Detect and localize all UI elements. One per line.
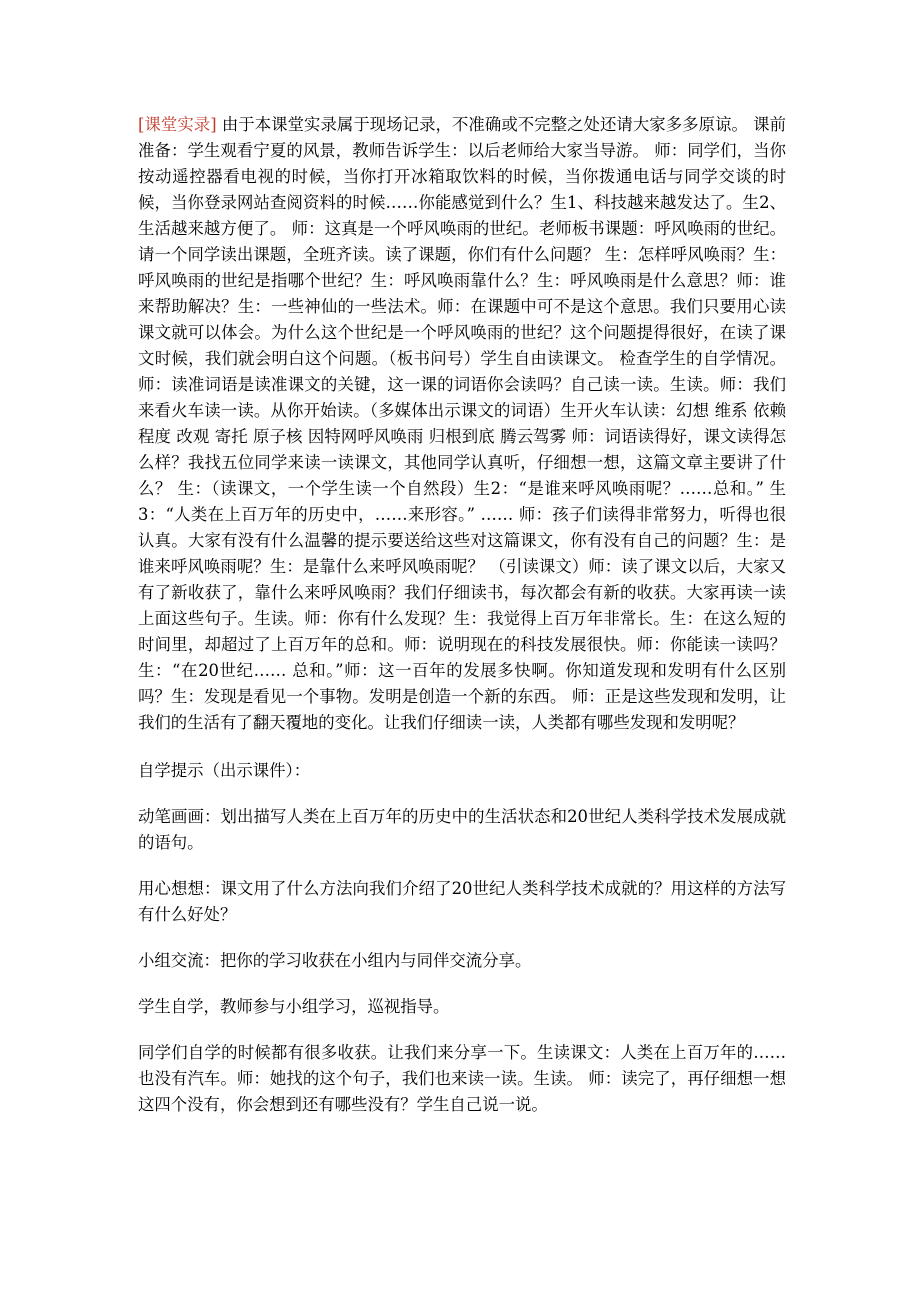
document-body: [138, 112, 786, 1138]
paragraph-share: 同学们自学的时候都有很多收获。让我们来分享一下。生读课文：人类在上百万年的…… 也没有汽车。师：她找的这个句子，我们也来读一读。生读。 师：读完了，再仔细想一想这四个没有，你会想到还有哪些没有？学生自己说一说。: [138, 1043, 786, 1114]
paragraph-think: 用心想想：课文用了什么方法向我们介绍了20世纪人类科学技术成就的？用这样的方法写有什么好处？: [138, 879, 786, 924]
paragraph-text: 由于本课堂实录属于现场记录，不准确或不完整之处还请大家多多原谅。 课前准备：学生观看宁夏的风景，教师告诉学生：以后老师给大家当导游。 师：同学们，当你按动遥控器看电视的时候，当你打开冰箱取饮料的时候，当你拨通电话与同学交谈的时候，当你登录网站查阅资料的时候……你能感觉到什么？生1、科技越来越发达了。生2、生活越来越方便了。 师：这真是一个呼风唤雨的世纪。老师板书课题：呼风唤雨的世纪。请一个同学读出课题，全班齐读。读了课题，你们有什么问题？ 生：怎样呼风唤雨？生：呼风唤雨的世纪是指哪个世纪？生：呼风唤雨靠什么？生：呼风唤雨是什么意思？师：谁来帮助解决？生：一些神仙的一些法术。师：在课题中可不是这个意思。我们只要用心读课文就可以体会。为什么这个世纪是一个呼风唤雨的世纪？这个问题提得很好，在读了课文时候，我们就会明白这个问题。（板书问号）学生自由读课文。 检查学生的自学情况。师：读准词语是读准课文的关键，这一课的词语你会读吗？自己读一读。生读。师：我们来看火车读一读。从你开始读。（多媒体出示课文的词语）生开火车认读：幻想 维系 依赖 程度 改观 寄托 原子核 因特网呼风唤雨 归根到底 腾云驾雾 师：词语读得好，课文读得怎么样？我找五位同学来读一读课文，其他同学认真听，仔细想一想，这篇文章主要讲了什么？ 生：（读课文，一个学生读一个自然段）生2：“是谁来呼风唤雨呢？……总和。” 生3：“人类在上百万年的历史中，……来形容。” …… 师：孩子们读得非常努力，听得也很认真。大家有没有什么温馨的提示要送给这些对这篇课文，你有没有自己的问题？生：是谁来呼风唤雨呢？生：是靠什么来呼风唤雨呢？ （引读课文）师：读了课文以后，大家又有了新收获了，靠什么来呼风唤雨？我们仔细读书，每次都会有新的收获。大家再读一读上面这些句子。生读。师：你有什么发现？生：我觉得上百万年非常长。生：在这么短的时间里，却超过了上百万年的总和。师：说明现在的科技发展很快。师：你能读一读吗？生：“在20世纪…… 总和。”师：这一百年的发展多快啊。你知道发现和发明有什么区别吗？生：发现是看见一个事物。发明是创造一个新的东西。 师：正是这些发现和发明，让我们的生活有了翻天覆地的变化。让我们仔细读一读，人类都有哪些发现和发明呢？: [138, 115, 786, 732]
paragraph-self-study: 学生自学，教师参与小组学习，巡视指导。: [138, 997, 450, 1016]
paragraph-group: 小组交流：把你的学习收获在小组内与同伴交流分享。: [138, 951, 532, 970]
section-tag: [课堂实录]: [138, 115, 217, 134]
paragraph-draw: 动笔画画：划出描写人类在上百万年的历史中的生活状态和20世纪人类科学技术发展成就的语句。: [138, 807, 786, 852]
paragraph-study-tips: 自学提示（出示课件）：: [138, 761, 311, 780]
paragraph-intro: [138, 112, 786, 736]
